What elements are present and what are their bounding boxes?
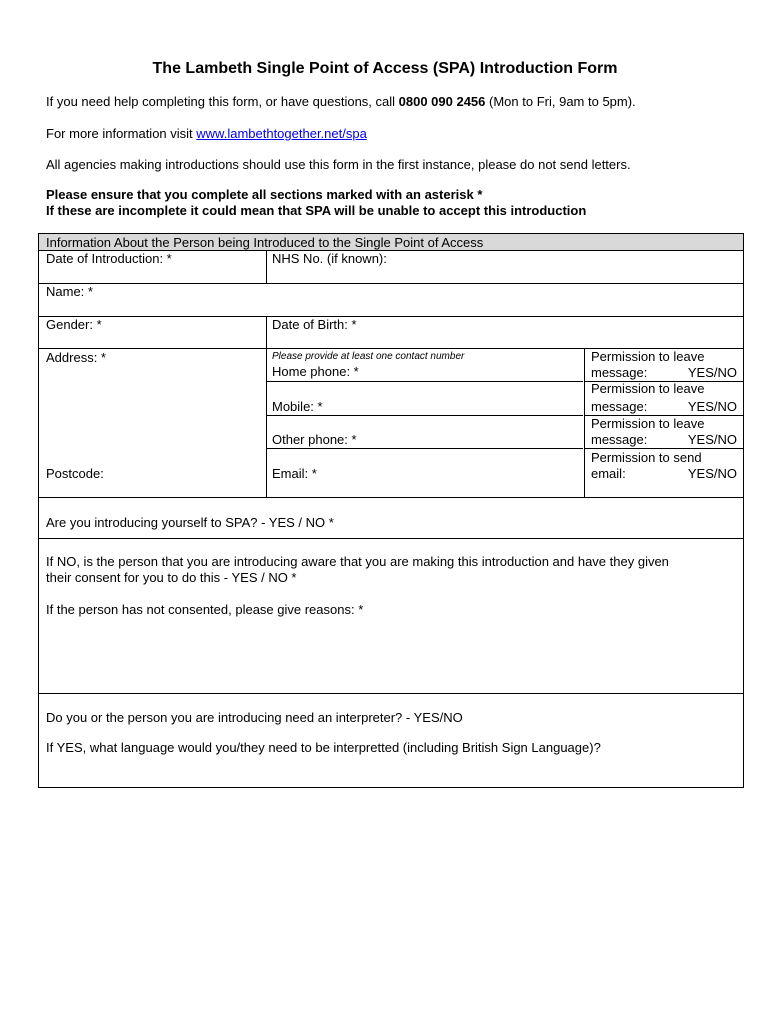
help-text-after: (Mon to Fri, 9am to 5pm). [485, 94, 636, 109]
more-info-prefix: For more information visit [46, 126, 197, 141]
consent-reasons-label: If the person has not consented, please give reasons: * [46, 602, 364, 617]
form-header: Information About the Person being Introduced to the Single Point of Access [46, 235, 484, 250]
permission-text: Permission to send [591, 450, 702, 465]
gender-label: Gender: * [46, 317, 102, 332]
divider [266, 250, 267, 283]
incomplete-warning: If these are incomplete it could mean that SPA will be unable to accept this introduction [46, 203, 587, 218]
date-of-birth-label: Date of Birth: * [272, 317, 357, 332]
divider [266, 381, 583, 382]
divider [584, 448, 743, 449]
divider [39, 316, 743, 317]
date-of-introduction-label: Date of Introduction: * [46, 251, 172, 266]
agencies-note: All agencies making introductions should use this form in the first instance, please do not send letters. [46, 157, 631, 172]
divider [39, 283, 743, 284]
divider [266, 448, 583, 449]
interpreter-question: Do you or the person you are introducing need an interpreter? - YES/NO [46, 710, 463, 725]
divider [39, 693, 743, 694]
more-info-line [46, 126, 367, 141]
yes-no-option[interactable]: YES/NO [687, 365, 737, 380]
email-label: Email: * [272, 466, 317, 481]
home-phone-permission [591, 349, 737, 381]
permission-text: Permission to leave [591, 416, 705, 431]
other-phone-label: Other phone: * [272, 432, 357, 447]
help-text-before: If you need help completing this form, or have questions, call [46, 94, 399, 109]
help-line [46, 94, 636, 109]
yes-no-option[interactable]: YES/NO [687, 466, 737, 481]
divider [584, 348, 585, 497]
email-permission [591, 450, 737, 482]
mobile-permission [591, 381, 737, 415]
consent-question-line-2: their consent for you to do this - YES / NO * [46, 570, 297, 585]
consent-question-line-1: If NO, is the person that you are introducing aware that you are making this introduction and have they given [46, 554, 669, 569]
help-phone-number: 0800 090 2456 [398, 94, 486, 109]
divider [266, 415, 583, 416]
name-label: Name: * [46, 284, 93, 299]
permission-text: message: [591, 365, 648, 380]
permission-text: Permission to leave [591, 381, 705, 396]
yes-no-option[interactable]: YES/NO [687, 432, 737, 447]
postcode-label: Postcode: [46, 466, 104, 481]
permission-text: message: [591, 432, 648, 447]
permission-text: Permission to leave [591, 349, 705, 364]
yes-no-option[interactable]: YES/NO [687, 399, 737, 414]
permission-text: message: [591, 399, 648, 414]
other-phone-permission [591, 416, 737, 448]
introduction-form [38, 233, 744, 788]
home-phone-label: Home phone: * [272, 364, 359, 379]
nhs-number-label: NHS No. (if known): [272, 251, 387, 266]
divider [39, 497, 743, 498]
contact-note: Please provide at least one contact number [272, 351, 465, 362]
address-label: Address: * [46, 350, 106, 365]
permission-text: email: [591, 466, 626, 481]
divider [266, 316, 267, 497]
divider [39, 538, 743, 539]
self-introduction-question: Are you introducing yourself to SPA? - YES / NO * [46, 515, 334, 530]
language-question: If YES, what language would you/they need to be interpretted (including British Sign Language)? [46, 740, 601, 755]
page-title: The Lambeth Single Point of Access (SPA) Introduction Form [152, 60, 618, 77]
asterisk-warning: Please ensure that you complete all sections marked with an asterisk * [46, 187, 483, 202]
mobile-label: Mobile: * [272, 399, 323, 414]
website-link[interactable]: www.lambethtogether.net/spa [196, 126, 367, 141]
